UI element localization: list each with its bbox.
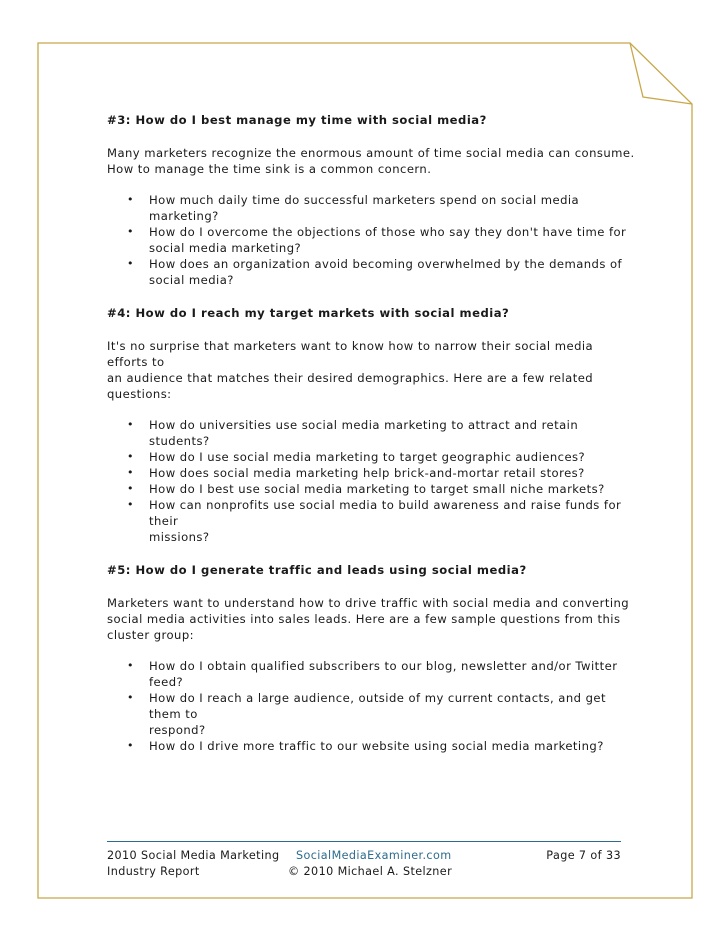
list-item-text: How do I obtain qualified subscribers to our blog, newsletter and/or Twitter bbox=[149, 659, 618, 673]
paragraph-line: How to manage the time sink is a common concern. bbox=[107, 162, 432, 176]
list-item bbox=[107, 738, 637, 754]
list-item bbox=[107, 497, 637, 545]
section-paragraph bbox=[107, 338, 637, 402]
section-heading: #3: How do I best manage my time with social media? bbox=[107, 113, 487, 127]
list-item bbox=[107, 449, 637, 465]
list-item bbox=[107, 224, 637, 256]
bullet-icon: • bbox=[127, 739, 134, 752]
list-item bbox=[107, 256, 637, 288]
list-item bbox=[107, 658, 637, 690]
bullet-icon: • bbox=[127, 193, 134, 206]
bullet-icon: • bbox=[127, 225, 134, 238]
site-link[interactable]: SocialMediaExaminer.com bbox=[296, 849, 452, 862]
list-item-text: How do I drive more traffic to our website using social media marketing? bbox=[149, 739, 604, 753]
footer-report-title-line: 2010 Social Media Marketing bbox=[107, 849, 280, 862]
bullet-icon: • bbox=[127, 418, 134, 431]
bullet-icon: • bbox=[127, 466, 134, 479]
list-item-text: How much daily time do successful marketers spend on social media marketing? bbox=[149, 193, 580, 223]
footer-report-title bbox=[107, 848, 287, 880]
section-paragraph bbox=[107, 145, 637, 177]
section-traffic-leads bbox=[107, 562, 637, 754]
paragraph-line: cluster group: bbox=[107, 628, 194, 642]
footer-site-info bbox=[288, 848, 468, 880]
list-item-text: respond? bbox=[149, 723, 206, 737]
list-item bbox=[107, 192, 637, 224]
list-item-text: How does an organization avoid becoming overwhelmed by the demands of bbox=[149, 257, 623, 271]
question-list bbox=[107, 417, 637, 545]
list-item-text: feed? bbox=[149, 675, 184, 689]
paragraph-line: Many marketers recognize the enormous amount of time social media can consume. bbox=[107, 146, 635, 160]
list-item bbox=[107, 690, 637, 738]
list-item-text: social media? bbox=[149, 273, 234, 287]
bullet-icon: • bbox=[127, 659, 134, 672]
bullet-icon: • bbox=[127, 691, 134, 704]
list-item-text: How do universities use social media marketing to attract and retain students? bbox=[149, 418, 579, 448]
list-item bbox=[107, 481, 637, 497]
section-paragraph bbox=[107, 595, 637, 643]
paragraph-line: an audience that matches their desired demographics. Here are a few related questions: bbox=[107, 371, 594, 401]
bullet-icon: • bbox=[127, 257, 134, 270]
section-time-management bbox=[107, 112, 637, 288]
section-heading: #5: How do I generate traffic and leads using social media? bbox=[107, 563, 527, 577]
section-heading: #4: How do I reach my target markets with social media? bbox=[107, 306, 510, 320]
paragraph-line: It's no surprise that marketers want to know how to narrow their social media efforts to bbox=[107, 339, 594, 369]
list-item-text: social media marketing? bbox=[149, 241, 302, 255]
list-item-text: How can nonprofits use social media to build awareness and raise funds for their bbox=[149, 498, 622, 528]
paragraph-line: Marketers want to understand how to drive traffic with social media and converting bbox=[107, 596, 630, 610]
list-item-text: How does social media marketing help brick-and-mortar retail stores? bbox=[149, 466, 585, 480]
section-target-markets bbox=[107, 305, 637, 545]
list-item-text: How do I use social media marketing to target geographic audiences? bbox=[149, 450, 586, 464]
list-item-text: How do I overcome the objections of those who say they don't have time for bbox=[149, 225, 627, 239]
list-item-text: missions? bbox=[149, 530, 210, 544]
list-item-text: How do I reach a large audience, outside of my current contacts, and get them to bbox=[149, 691, 606, 721]
bullet-icon: • bbox=[127, 450, 134, 463]
question-list bbox=[107, 658, 637, 754]
page-number: Page 7 of 33 bbox=[546, 849, 621, 862]
copyright-text: © 2010 Michael A. Stelzner bbox=[288, 865, 453, 878]
footer-report-title-line: Industry Report bbox=[107, 865, 200, 878]
footer-divider bbox=[107, 841, 621, 842]
list-item bbox=[107, 417, 637, 449]
bullet-icon: • bbox=[127, 498, 134, 511]
paragraph-line: social media activities into sales leads. Here are a few sample questions from this bbox=[107, 612, 621, 626]
bullet-icon: • bbox=[127, 482, 134, 495]
list-item-text: How do I best use social media marketing to target small niche markets? bbox=[149, 482, 605, 496]
list-item bbox=[107, 465, 637, 481]
question-list bbox=[107, 192, 637, 288]
document-body bbox=[107, 112, 637, 754]
